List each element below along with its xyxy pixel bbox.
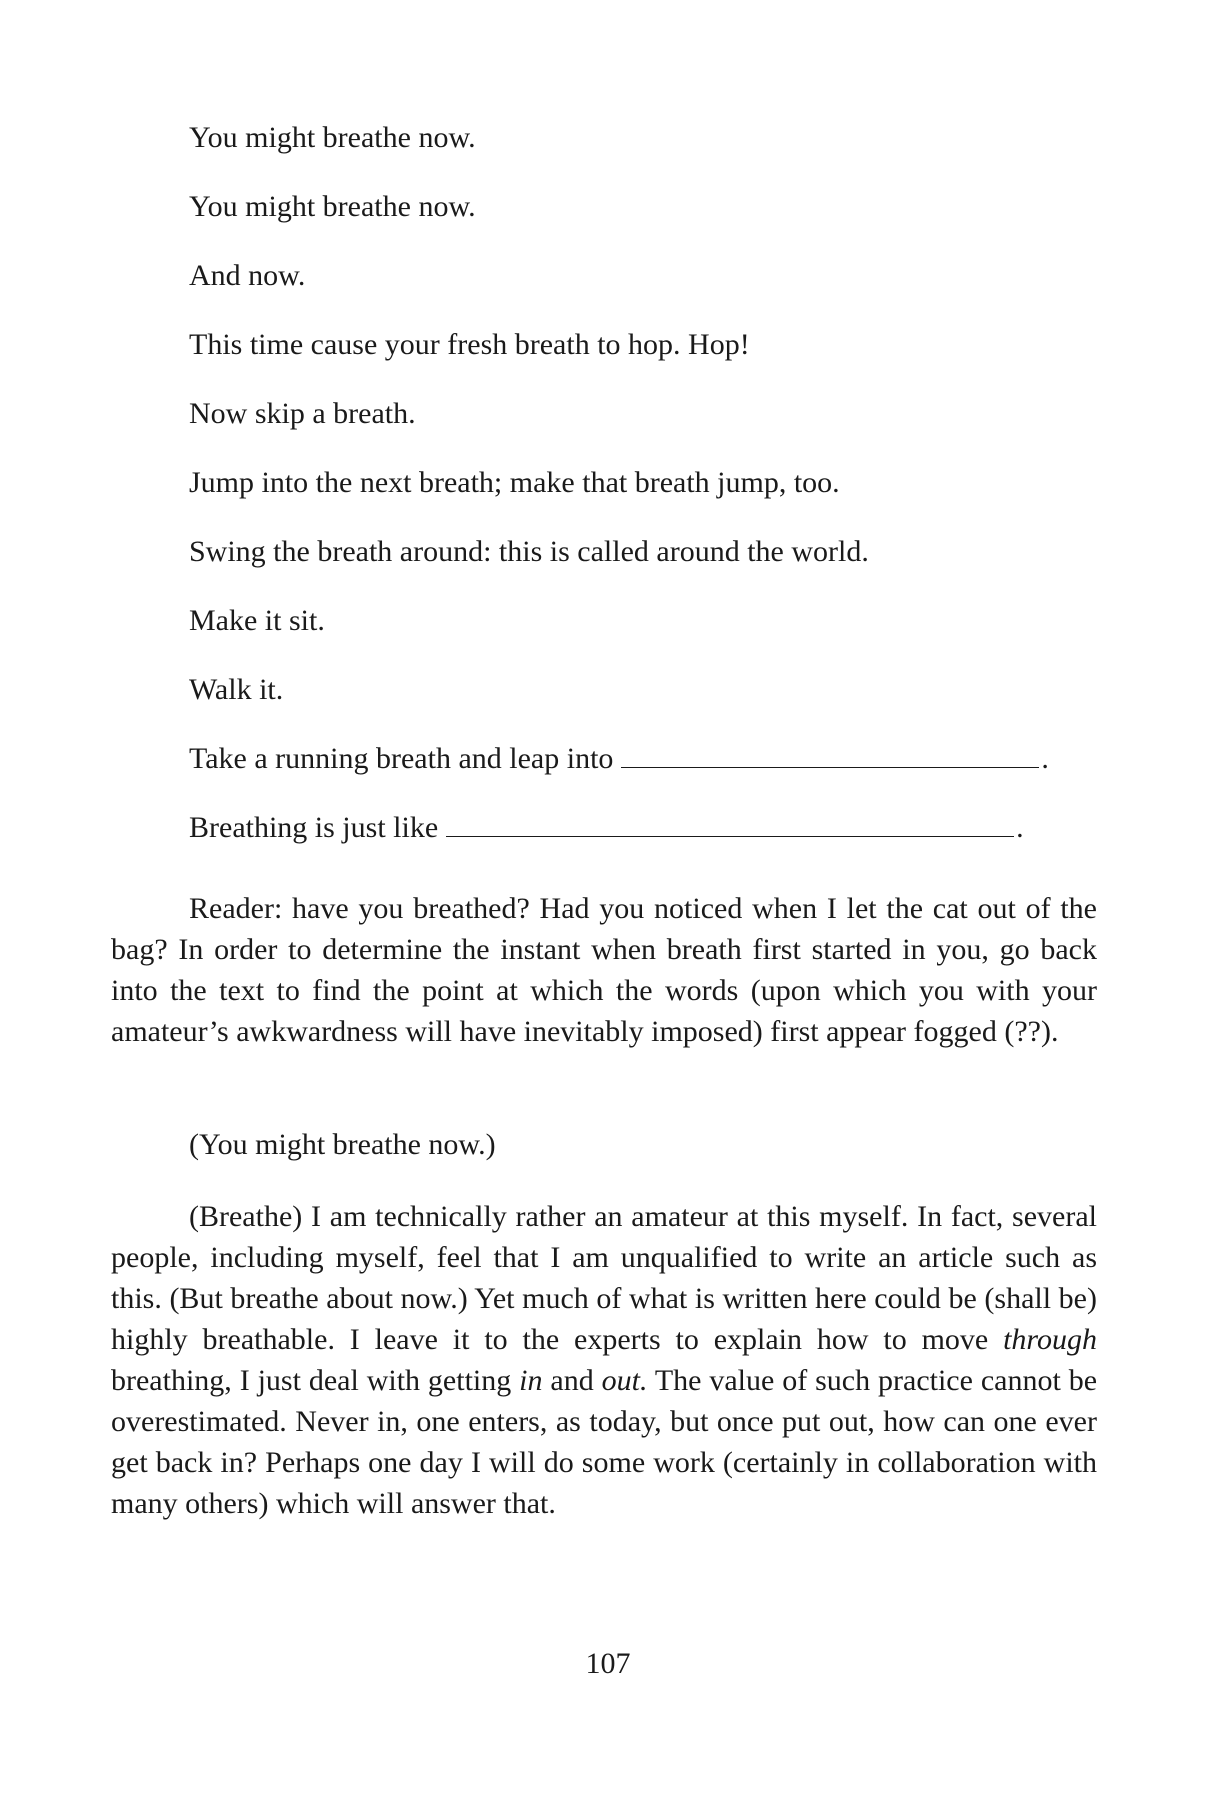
paragraph-text: and (542, 1364, 602, 1397)
fill-in-line (189, 810, 1024, 846)
text-line: Jump into the next breath; make that breath jump, too. (189, 466, 840, 499)
paragraph-text: breathing, I just deal with getting (111, 1364, 520, 1397)
fill-in-blank (446, 810, 1014, 837)
paragraph-aside: (You might breathe now.) (189, 1128, 496, 1161)
text-line: Make it sit. (189, 604, 325, 637)
paragraph-text: (Breathe) I am technically rather an amateur at this myself. In fact, several people, including myself, feel that I am unqualified to write an article such as this. (But breathe about now.) Yet much of what is written here could be (shall be) highly breathable. I leave it to the experts to explain how to move (111, 1200, 1097, 1356)
paragraph-text: The value of such practice cannot be overestimated. Never in, one enters, as today, but once put out, how can one ever get back in? Perhaps one day I will do some work (certainly in collaboration with many others) which will answer that. (111, 1364, 1098, 1520)
page-number: 107 (585, 1647, 631, 1680)
fill-in-prompt: Take a running breath and leap into (189, 742, 614, 775)
fill-in-line (189, 741, 1049, 777)
fill-in-end: . (1016, 811, 1024, 844)
text-line: Now skip a breath. (189, 397, 416, 430)
paragraph-reader: Reader: have you breathed? Had you noticed when I let the cat out of the bag? In order to determine the instant when breath first started in you, go back into the text to find the point at which the words (upon which you with your amateur’s awkwardness will have inevitably imposed) first appear fogged (??). (111, 892, 1097, 1048)
fill-in-blank (621, 741, 1039, 768)
emphasis-text: in (519, 1364, 543, 1397)
fill-in-end: . (1041, 742, 1049, 775)
fill-in-prompt: Breathing is just like (189, 811, 439, 844)
text-line: You might breathe now. (189, 121, 476, 154)
text-line: Walk it. (189, 673, 284, 706)
emphasis-text: out. (601, 1364, 648, 1397)
paragraph-breathe (111, 1196, 1097, 1524)
text-line: And now. (189, 259, 306, 292)
text-line: You might breathe now. (189, 190, 476, 223)
text-line: Swing the breath around: this is called around the world. (189, 535, 869, 568)
text-line: This time cause your fresh breath to hop. Hop! (189, 328, 750, 361)
emphasis-text: through (1003, 1323, 1097, 1356)
